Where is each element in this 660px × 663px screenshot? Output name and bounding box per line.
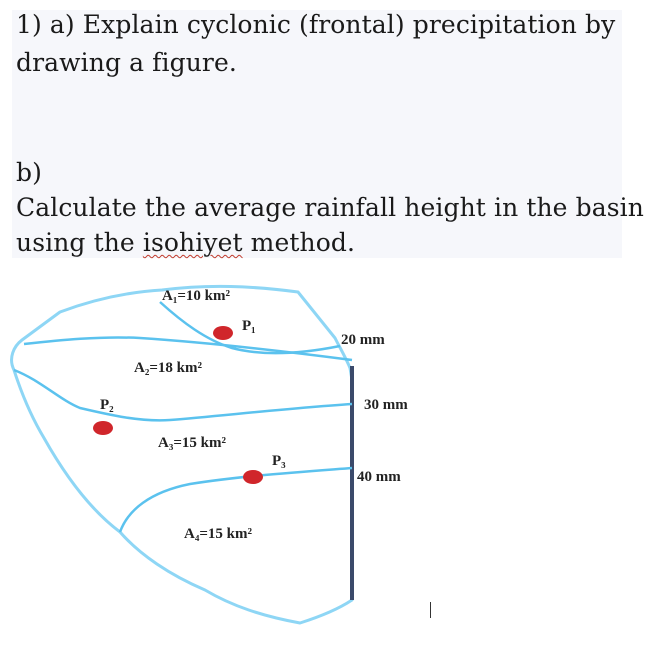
isohyet-line-30mm — [14, 370, 352, 420]
station-p2-marker — [93, 421, 113, 435]
question-b-label: b) — [16, 158, 42, 187]
question-b-block — [12, 158, 644, 258]
question-b-line-2-end: method. — [242, 228, 356, 257]
isohyet-40mm-label: 40 mm — [357, 469, 401, 485]
area-a4-label: A₄=15 km² — [184, 526, 252, 542]
station-p2-label: P₂ — [100, 397, 114, 413]
question-b-line-2-start: using the — [16, 228, 143, 257]
area-a1-label: A₁=10 km² — [162, 288, 230, 304]
area-a3-label: A₃=15 km² — [158, 435, 226, 451]
isohyet-20mm-label: 20 mm — [341, 332, 385, 348]
isohyet-line-20mm — [24, 337, 352, 360]
spellcheck-flagged-word: isohiyet — [142, 228, 243, 257]
basin-isohyet-figure — [0, 270, 660, 663]
station-p1-marker — [213, 326, 233, 340]
text-cursor — [430, 602, 431, 618]
isohyet-line-40mm — [120, 468, 352, 532]
basin-outline — [12, 286, 352, 623]
question-a-block — [12, 10, 622, 160]
question-a-line-1: 1) a) Explain cyclonic (frontal) precipitation by — [16, 10, 616, 39]
question-b-line-2 — [16, 228, 355, 257]
station-p3-marker — [243, 470, 263, 484]
area-a2-label: A₂=18 km² — [134, 360, 202, 376]
station-p3-label: P₃ — [272, 453, 286, 469]
question-a-line-2: drawing a figure. — [16, 48, 237, 77]
question-b-line-1: Calculate the average rainfall height in the basin — [16, 193, 644, 222]
station-p1-label: P₁ — [242, 318, 256, 334]
isohyet-30mm-label: 30 mm — [364, 397, 408, 413]
